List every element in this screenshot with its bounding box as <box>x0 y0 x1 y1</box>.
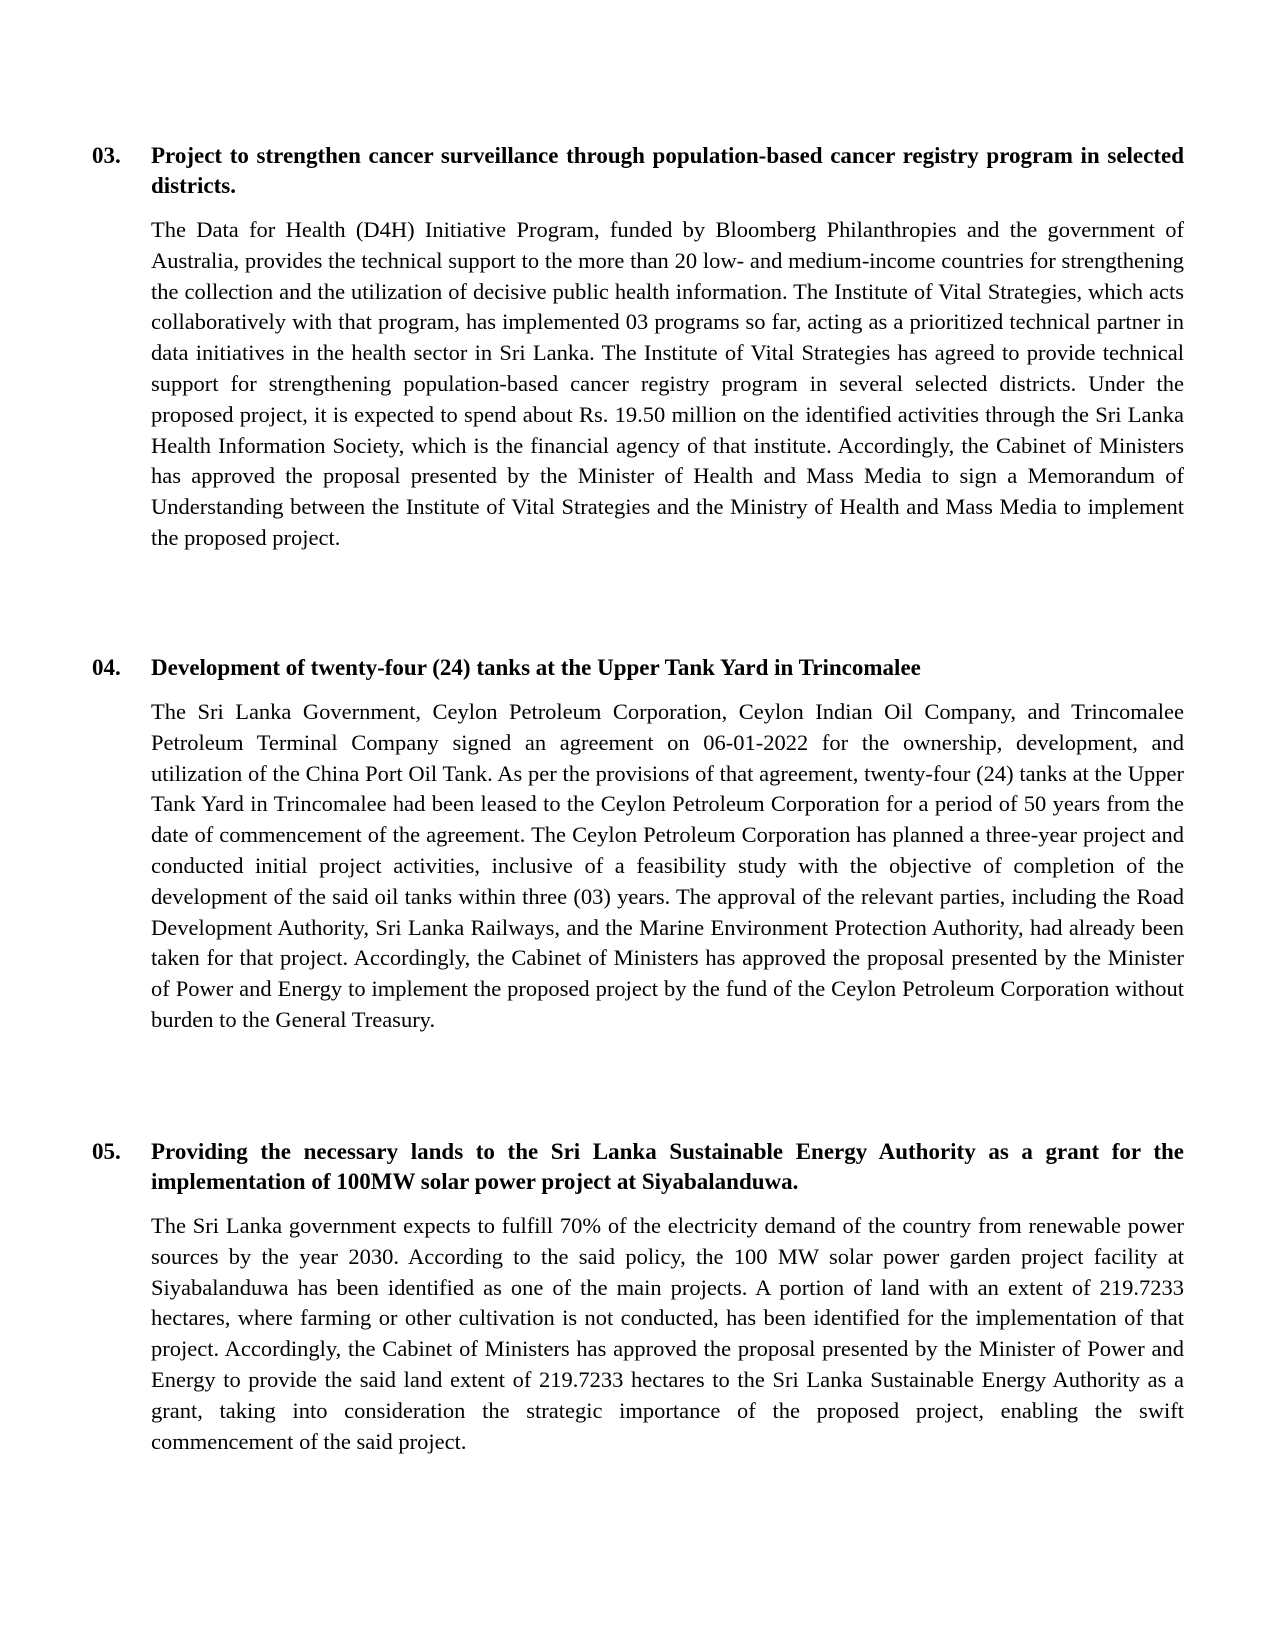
section-number: 03. <box>92 143 121 168</box>
section-number: 04. <box>92 655 121 680</box>
section-body: The Data for Health (D4H) Initiative Program, funded by Bloomberg Philanthropies and the government of Australia, provides the technical support to the more than 20 low- and medium-income countries for strengthening the collection and the utilization of decisive public health information. The Institute of Vital Strategies, which acts collaboratively with that program, has implemented 03 programs so far, acting as a prioritized technical partner in data initiatives in the health sector in Sri Lanka. The Institute of Vital Strategies has agreed to provide technical support for strengthening population-based cancer registry program in several selected districts. Under the proposed project, it is expected to spend about Rs. 19.50 million on the identified activities through the Sri Lanka Health Information Society, which is the financial agency of that institute. Accordingly, the Cabinet of Ministers has approved the proposal presented by the Minister of Health and Mass Media to sign a Memorandum of Understanding between the Institute of Vital Strategies and the Ministry of Health and Mass Media to implement the proposed project. <box>151 217 1184 550</box>
section-title: Project to strengthen cancer surveillance through population-based cancer registry program in selected districts. <box>151 143 1184 198</box>
section-body: The Sri Lanka Government, Ceylon Petroleum Corporation, Ceylon Indian Oil Company, and Trincomalee Petroleum Terminal Company signed an agreement on 06-01-2022 for the ownership, development, and utilization of the China Port Oil Tank. As per the provisions of that agreement, twenty-four (24) tanks at the Upper Tank Yard in Trincomalee had been leased to the Ceylon Petroleum Corporation for a period of 50 years from the date of commencement of the agreement. The Ceylon Petroleum Corporation has planned a three-year project and conducted initial project activities, inclusive of a feasibility study with the objective of completion of the development of the said oil tanks within three (03) years. The approval of the relevant parties, including the Road Development Authority, Sri Lanka Railways, and the Marine Environment Protection Authority, had already been taken for that project. Accordingly, the Cabinet of Ministers has approved the proposal presented by the Minister of Power and Energy to implement the proposed project by the fund of the Ceylon Petroleum Corporation without burden to the General Treasury. <box>151 699 1184 1032</box>
section-title: Providing the necessary lands to the Sri Lanka Sustainable Energy Authority as a grant for the implementation of 100MW solar power project at Siyabalanduwa. <box>151 1139 1184 1194</box>
section-body: The Sri Lanka government expects to fulfill 70% of the electricity demand of the country from renewable power sources by the year 2030. According to the said policy, the 100 MW solar power garden project facility at Siyabalanduwa has been identified as one of the main projects. A portion of land with an extent of 219.7233 hectares, where farming or other cultivation is not conducted, has been identified for the implementation of that project. Accordingly, the Cabinet of Ministers has approved the proposal presented by the Minister of Power and Energy to provide the said land extent of 219.7233 hectares to the Sri Lanka Sustainable Energy Authority as a grant, taking into consideration the strategic importance of the proposed project, enabling the swift commencement of the said project. <box>151 1213 1184 1454</box>
section-title: Development of twenty-four (24) tanks at the Upper Tank Yard in Trincomalee <box>151 655 921 680</box>
section-heading <box>92 1137 1184 1197</box>
section-heading <box>92 141 1184 201</box>
section-heading <box>92 653 1184 683</box>
section-05 <box>92 1137 1184 1457</box>
section-03 <box>92 141 1184 554</box>
section-04 <box>92 653 1184 1036</box>
section-number: 05. <box>92 1139 121 1164</box>
